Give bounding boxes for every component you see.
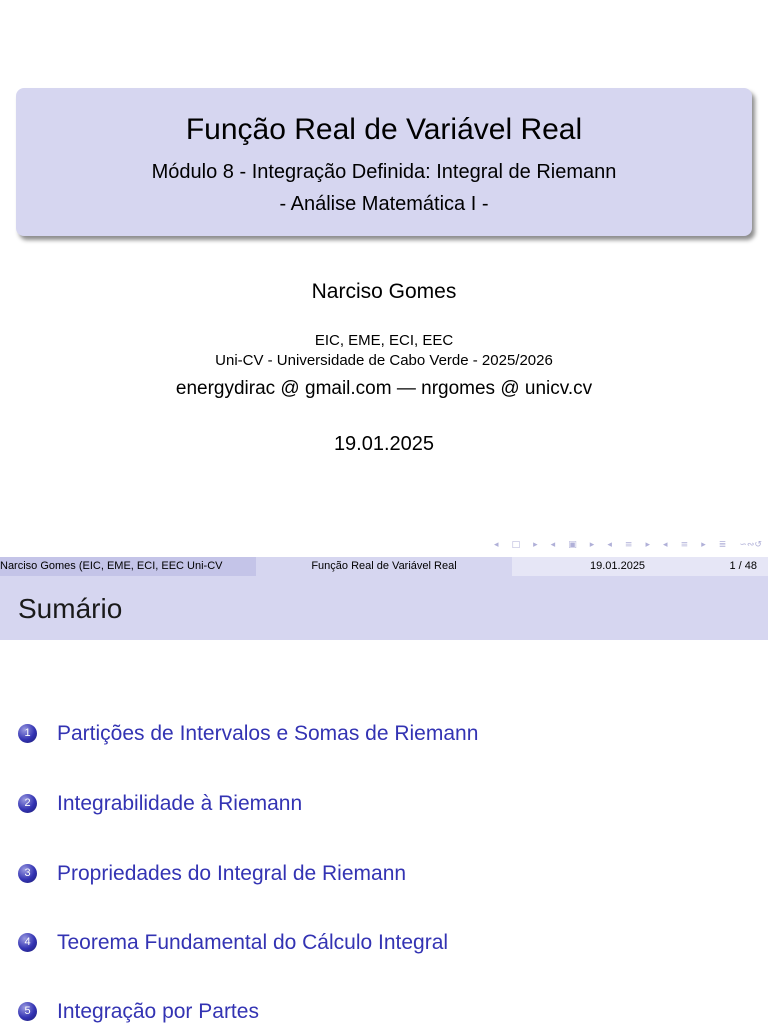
nav-right-icon[interactable]: ▸: [533, 540, 538, 550]
footer-author: Narciso Gomes (EIC, EME, ECI, EEC Uni-CV: [0, 560, 223, 572]
nav-left-icon[interactable]: ◂: [607, 540, 612, 550]
footer-date-box: [512, 557, 768, 576]
presentation-subtitle-line-1: Módulo 8 - Integração Definida: Integral de Riemann: [151, 161, 617, 183]
nav-left-icon[interactable]: ◂: [663, 540, 668, 550]
footer-title: Função Real de Variável Real: [311, 560, 457, 572]
frame-title: Sumário: [18, 593, 123, 624]
nav-section-icon[interactable]: ≡: [680, 540, 689, 550]
institute-line-1: EIC, EME, ECI, EEC: [314, 332, 454, 349]
footer-author-box: [0, 557, 256, 576]
nav-left-icon[interactable]: ◂: [550, 540, 556, 550]
toc-item[interactable]: [0, 932, 768, 954]
toc-item-label[interactable]: Teorema Fundamental do Cálculo Integral: [57, 931, 449, 954]
footer-title-box: [256, 557, 512, 576]
presentation-date: 19.01.2025: [333, 433, 435, 455]
toc-number-ball: 4: [18, 933, 37, 952]
nav-left-icon[interactable]: ◂: [494, 540, 499, 550]
toc-item[interactable]: [0, 863, 768, 885]
title-box: [16, 88, 752, 236]
navigation-symbols: [494, 537, 762, 553]
toc-item-label[interactable]: Integrabilidade à Riemann: [57, 792, 303, 815]
footer-page-number: 1 / 48: [729, 560, 757, 572]
author-emails: energydirac @ gmail.com — nrgomes @ unicv.cv: [175, 378, 593, 399]
toc-item[interactable]: [0, 1001, 768, 1023]
nav-right-icon[interactable]: ▸: [645, 540, 651, 550]
nav-subsection-icon[interactable]: ≡: [624, 540, 633, 550]
toc-item-label[interactable]: Integração por Partes: [57, 1000, 259, 1023]
toc-item[interactable]: [0, 793, 768, 815]
toc-item-label[interactable]: Propriedades do Integral de Riemann: [57, 862, 407, 885]
presentation-title: Função Real de Variável Real: [185, 113, 583, 146]
footer-date: 19.01.2025: [590, 560, 646, 572]
toc-number-ball: 1: [18, 724, 37, 743]
slide-footer: [0, 557, 768, 576]
nav-frame-icon[interactable]: ▣: [568, 540, 577, 550]
toc-number-ball: 2: [18, 794, 37, 813]
frame-title-bar: [0, 576, 768, 640]
toc-number-ball: 3: [18, 864, 37, 883]
nav-search-back-icon[interactable]: ∽∾↺: [739, 540, 762, 550]
toc-item-label[interactable]: Partições de Intervalos e Somas de Riemann: [57, 722, 479, 745]
nav-right-icon[interactable]: ▸: [589, 540, 595, 550]
nav-document-icon[interactable]: ≣: [718, 540, 727, 550]
author-name: Narciso Gomes: [311, 280, 457, 303]
presentation-subtitle-line-2: - Análise Matemática I -: [279, 193, 489, 215]
toc-item[interactable]: [0, 723, 768, 745]
nav-right-icon[interactable]: ▸: [701, 540, 706, 550]
institute-line-2: Uni-CV - Universidade de Cabo Verde - 2025/2026: [215, 352, 553, 369]
toc-number-ball: 5: [18, 1002, 37, 1021]
nav-slide-icon[interactable]: □: [511, 540, 521, 550]
